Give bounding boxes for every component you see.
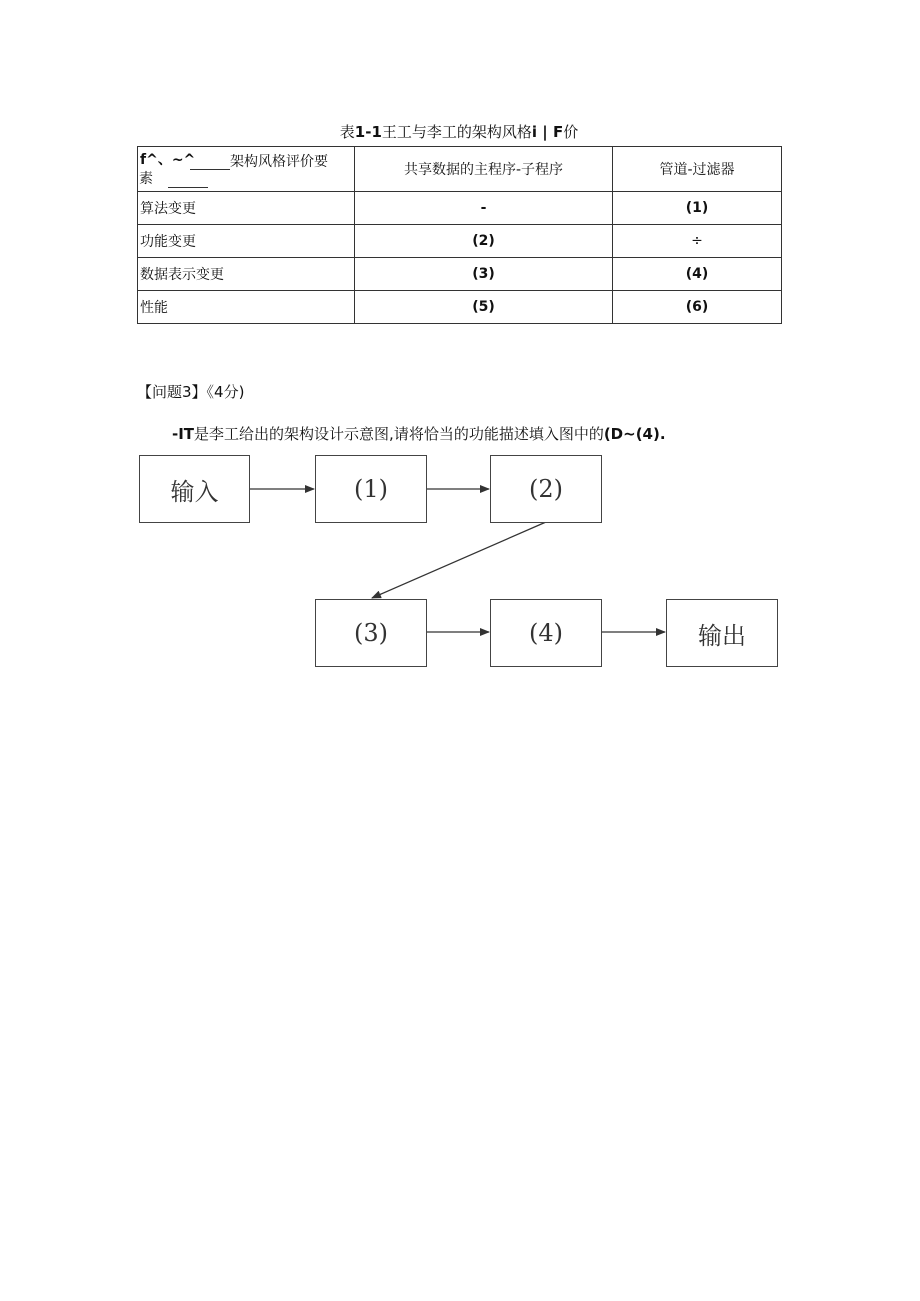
instruction-range: (D~(4). bbox=[603, 425, 666, 443]
diagram-node-2: (2) bbox=[490, 455, 602, 523]
diagram-node-3: (3) bbox=[315, 599, 427, 667]
caption-suffix: 价 bbox=[563, 123, 579, 141]
cell-value: (3) bbox=[355, 258, 613, 291]
header-garbled-text: f^、~^ bbox=[140, 152, 196, 168]
diagram-node-input: 输入 bbox=[139, 455, 250, 523]
caption-number: 1-1 bbox=[354, 123, 382, 141]
row-label: 性能 bbox=[138, 291, 355, 324]
cell-value: (6) bbox=[613, 291, 782, 324]
cell-value: ÷ bbox=[613, 225, 782, 258]
instruction-text: 是李工给出的架构设计示意图,请将恰当的功能描述填入图中的 bbox=[194, 425, 604, 443]
cell-value: (5) bbox=[355, 291, 613, 324]
header-criteria-label-cont: 素 bbox=[139, 171, 153, 187]
cell-value: (1) bbox=[613, 192, 782, 225]
row-label: 数据表示变更 bbox=[138, 258, 355, 291]
caption-middle: 王工与李工的架构风格 bbox=[381, 123, 532, 141]
arrow-2-to-3 bbox=[372, 522, 546, 598]
cell-value: - bbox=[355, 192, 613, 225]
cell-value: (2) bbox=[355, 225, 613, 258]
caption-garbled: i | F bbox=[531, 123, 564, 141]
row-label: 功能变更 bbox=[138, 225, 355, 258]
question-3-title: 【问题3】《4分) bbox=[137, 383, 245, 401]
instruction-figure-ref: -IT bbox=[172, 425, 195, 443]
diagram-node-4: (4) bbox=[490, 599, 602, 667]
diagram-node-1: (1) bbox=[315, 455, 427, 523]
header-col-main-subprogram: 共享数据的主程序-子程序 bbox=[355, 147, 613, 192]
caption-prefix: 表 bbox=[339, 123, 355, 141]
header-criteria-label: 架构风格评价要 bbox=[230, 154, 328, 170]
cell-value: (4) bbox=[613, 258, 782, 291]
header-col-pipe-filter: 管道-过滤器 bbox=[613, 147, 782, 192]
row-label: 算法变更 bbox=[138, 192, 355, 225]
diagram-node-output: 输出 bbox=[666, 599, 778, 667]
